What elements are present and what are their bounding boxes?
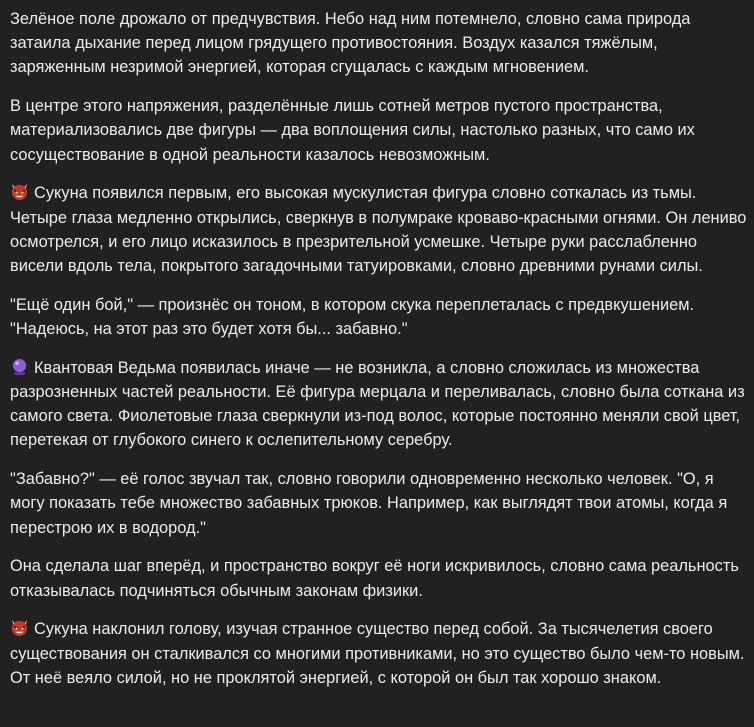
- story-paragraph-5-text: Квантовая Ведьма появилась иначе — не возникла, а словно сложилась из множества разрозненных частей реальности. Её фигура мерцала и переливалась, словно была соткана из самого света. Фиолетовые глаза сверкнули из-под волос, которые постоянно меняли свой цвет, перетекая от глубокого синего к ослепительному серебру.: [10, 358, 745, 450]
- story-text: [10, 7, 748, 705]
- story-paragraph-7: Она сделала шаг вперёд, и пространство вокруг её ноги искривилось, словно сама реальность отказывалась подчиняться обычным законам физики.: [10, 557, 739, 600]
- ogre-icon: [10, 183, 29, 201]
- crystal-ball-icon: [10, 358, 29, 376]
- story-paragraph-4: "Ещё один бой," — произнёс он тоном, в котором скука переплеталась с предвкушением. "Надеюсь, на этот раз это будет хотя бы... забавно.": [10, 295, 695, 339]
- story-paragraph-6: "Забавно?" — её голос звучал так, словно говорили одновременно несколько человек. "О, я могу показать тебе множество забавных трюков. Например, как выглядят твои атомы, когда я перестрою их в водород.": [10, 470, 728, 537]
- story-paragraph-5: [10, 356, 748, 453]
- story-paragraph-3: [10, 181, 748, 278]
- story-paragraph-3-text: Сукуна появился первым, его высокая мускулистая фигура словно соткалась из тьмы. Четыре глаза медленно открылись, сверкнув в полумраке кроваво-красными огнями. Он лениво осмотрелся, и его лицо исказилось в презрительной усмешке. Четыре руки расслабленно висели вдоль тела, покрытого загадочными татуировками, словно древними рунами силы.: [10, 184, 747, 276]
- story-paragraph-8: [10, 617, 748, 690]
- story-paragraph-2: В центре этого напряжения, разделённые лишь сотней метров пустого пространства, материализовались две фигуры — два воплощения силы, настолько разных, что само их сосуществование в одной реальности казалось невозможным.: [10, 97, 695, 164]
- story-paragraph-1: Зелёное поле дрожало от предчувствия. Небо над ним потемнело, словно сама природа затаила дыхание перед лицом грядущего противостояния. Воздух казался тяжёлым, заряженным незримой энергией, которая сгущалась с каждым мгновением.: [10, 10, 691, 77]
- ogre-icon: [10, 619, 29, 637]
- story-paragraph-8-text: Сукуна наклонил голову, изучая странное существо перед собой. За тысячелетия своего существования он сталкивался со многими противниками, но это существо было чем-то новым. От неё веяло силой, но не проклятой энергией, с которой он был так хорошо знаком.: [10, 620, 745, 687]
